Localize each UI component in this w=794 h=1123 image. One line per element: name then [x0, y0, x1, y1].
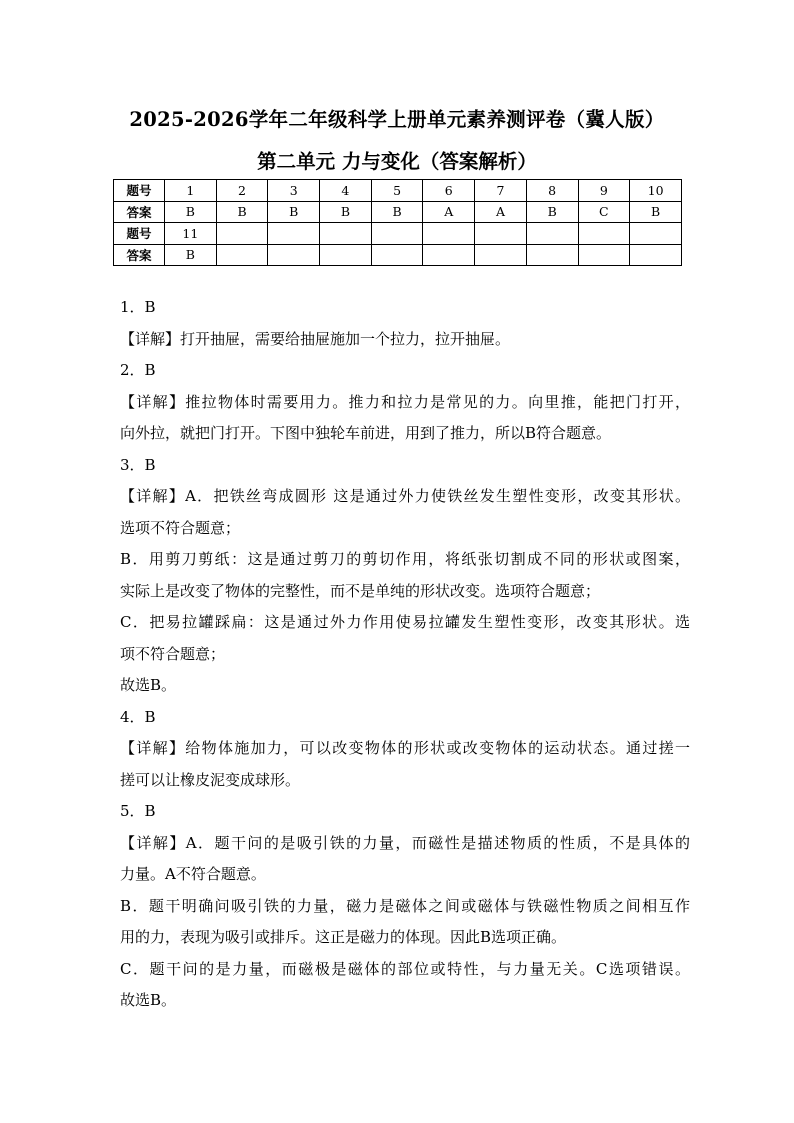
table-cell [320, 244, 372, 266]
answer-table [113, 179, 682, 266]
text-line: 用的力，表现为吸引或排斥。这正是磁力的体现。因此B选项正确。 [120, 928, 567, 946]
answer-explanations [120, 292, 690, 1017]
table-cell [630, 223, 682, 245]
text-line: B．题干明确问吸引铁的力量，磁力是磁体之间或磁体与铁磁性物质之间相互作 [120, 896, 690, 915]
text-line: C．把易拉罐踩扁：这是通过外力作用使易拉罐发生塑性变形，改变其形状。选 [120, 613, 690, 631]
table-cell [371, 223, 423, 245]
text-line: 3．B [120, 455, 156, 474]
table-cell [320, 223, 372, 245]
text-line: 项不符合题意； [120, 644, 226, 663]
table-cell [630, 244, 682, 266]
text-line: 向外拉，就把门打开。下图中独轮车前进，用到了推力，所以B符合题意。 [120, 424, 612, 442]
table-cell: 11 [165, 223, 217, 245]
row-header-cell: 答案 [114, 244, 165, 266]
document-title: 2025-2026学年二年级科学上册单元素养测评卷（冀人版） [129, 108, 665, 131]
table-cell [216, 223, 268, 245]
table-cell [475, 223, 527, 245]
table-cell: B [268, 201, 320, 223]
table-cell [526, 223, 578, 245]
document-subtitle: 第二单元 力与变化（答案解析） [257, 150, 537, 173]
table-cell: 7 [475, 180, 527, 202]
table-cell [423, 223, 475, 245]
table-cell [578, 244, 630, 266]
table-cell [268, 223, 320, 245]
text-line: 故选B。 [120, 676, 177, 694]
text-line: 2．B [120, 361, 156, 379]
text-line: 4．B [120, 707, 156, 726]
row-header-cell: 答案 [114, 201, 165, 223]
text-line: 故选B。 [120, 991, 177, 1009]
table-cell: B [165, 244, 217, 266]
text-line: C．题干问的是力量，而磁极是磁体的部位或特性，与力量无关。C选项错误。 [120, 959, 690, 978]
table-cell: 9 [578, 180, 630, 202]
table-cell [526, 244, 578, 266]
text-line: 5．B [120, 802, 156, 820]
table-cell: 2 [216, 180, 268, 202]
table-cell [371, 244, 423, 266]
table-row [114, 223, 682, 245]
table-cell: 10 [630, 180, 682, 202]
table-cell: 8 [526, 180, 578, 202]
table-cell [268, 244, 320, 266]
text-line: 搓可以让橡皮泥变成球形。 [120, 770, 301, 789]
text-line: 【详解】打开抽屉，需要给抽屉施加一个拉力，拉开抽屉。 [120, 329, 511, 348]
table-cell: B [165, 201, 217, 223]
text-line: 【详解】A．题干问的是吸引铁的力量，而磁性是描述物质的性质，不是具体的 [120, 833, 690, 852]
table-cell [423, 244, 475, 266]
table-cell: B [526, 201, 578, 223]
table-cell: B [320, 201, 372, 223]
table-row [114, 201, 682, 223]
table-cell: A [423, 201, 475, 223]
text-line: 力量。A不符合题意。 [120, 865, 266, 883]
table-cell [475, 244, 527, 266]
table-cell: B [216, 201, 268, 223]
table-cell: C [578, 201, 630, 223]
table-cell: B [630, 201, 682, 223]
text-line: 实际上是改变了物体的完整性，而不是单纯的形状改变。选项符合题意； [120, 581, 601, 600]
table-row [114, 244, 682, 266]
text-line: 【详解】给物体施加力，可以改变物体的形状或改变物体的运动状态。通过搓一 [120, 739, 690, 757]
row-header-cell: 题号 [114, 180, 165, 202]
row-header-cell: 题号 [114, 223, 165, 245]
table-cell: B [371, 201, 423, 223]
table-cell: A [475, 201, 527, 223]
table-cell [216, 244, 268, 266]
table-cell: 4 [320, 180, 372, 202]
text-line: 【详解】推拉物体时需要用力。推力和拉力是常见的力。向里推，能把门打开， [120, 392, 690, 411]
table-cell: 1 [165, 180, 217, 202]
text-line: 选项不符合题意； [120, 518, 241, 537]
table-cell: 3 [268, 180, 320, 202]
text-line: 【详解】A．把铁丝弯成圆形 这是通过外力使铁丝发生塑性变形，改变其形状。 [120, 487, 690, 505]
text-line: 1．B [120, 298, 156, 316]
text-line: B．用剪刀剪纸：这是通过剪刀的剪切作用，将纸张切割成不同的形状或图案， [120, 550, 690, 568]
table-cell [578, 223, 630, 245]
table-row [114, 180, 682, 202]
table-cell: 6 [423, 180, 475, 202]
table-cell: 5 [371, 180, 423, 202]
